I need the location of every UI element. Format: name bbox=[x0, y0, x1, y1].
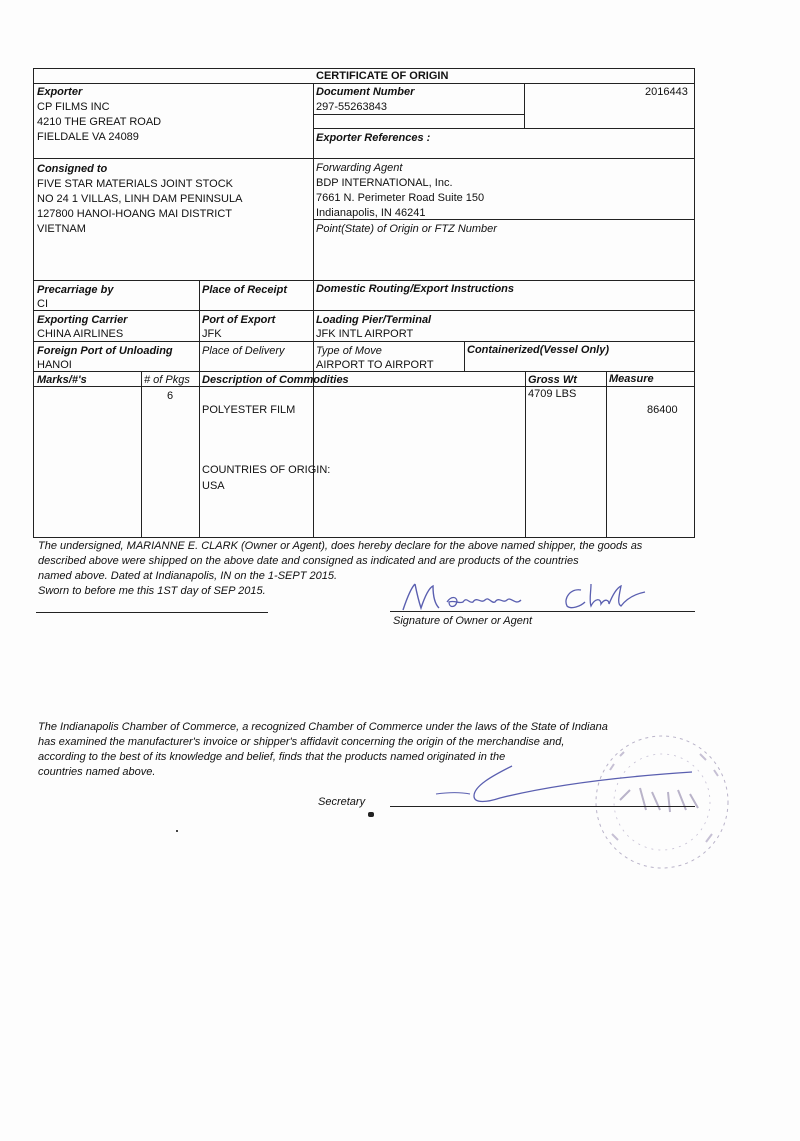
port-of-export-label: Port of Export bbox=[202, 314, 276, 326]
forwarding-agent-line: BDP INTERNATIONAL, Inc. bbox=[316, 177, 453, 189]
divider bbox=[524, 83, 525, 128]
declaration-line: The undersigned, MARIANNE E. CLARK (Owner or Agent), does hereby declare for the above named shipper, the goods as bbox=[38, 540, 643, 552]
measure-header: Measure bbox=[609, 373, 654, 385]
divider bbox=[313, 114, 524, 115]
declaration-line: named above. Dated at Indianapolis, IN on the 1-SEPT 2015. bbox=[38, 570, 338, 582]
divider bbox=[525, 371, 526, 538]
precarriage-value: CI bbox=[37, 298, 48, 310]
consignee-line: VIETNAM bbox=[37, 223, 86, 235]
exporting-carrier-value: CHINA AIRLINES bbox=[37, 328, 124, 340]
divider bbox=[33, 371, 695, 372]
divider bbox=[199, 280, 200, 371]
owner-signature-line bbox=[390, 611, 695, 612]
description-header: Description of Commodities bbox=[202, 374, 349, 386]
owner-signature bbox=[395, 578, 665, 618]
gross-wt-value: 4709 LBS bbox=[528, 388, 577, 400]
divider bbox=[464, 341, 465, 371]
place-of-receipt-label: Place of Receipt bbox=[202, 284, 287, 296]
divider bbox=[313, 128, 695, 129]
point-of-origin-label: Point(State) of Origin or FTZ Number bbox=[316, 223, 497, 235]
type-of-move-label: Type of Move bbox=[316, 345, 382, 357]
notary-signature-line bbox=[36, 612, 268, 613]
domestic-routing-label: Domestic Routing/Export Instructions bbox=[316, 283, 515, 295]
declaration-line: described above were shipped on the above date and consigned as indicated and are products of the countries bbox=[38, 555, 579, 567]
chamber-line: has examined the manufacturer's invoice or shipper's affidavit concerning the origin of the merchandise and, bbox=[38, 736, 565, 748]
divider bbox=[33, 158, 695, 159]
consignee-line: NO 24 1 VILLAS, LINH DAM PENINSULA bbox=[37, 193, 243, 205]
declaration-line: Sworn to before me this 1ST day of SEP 2015. bbox=[38, 585, 266, 597]
secretary-label: Secretary bbox=[318, 796, 366, 808]
divider bbox=[33, 341, 695, 342]
divider bbox=[606, 371, 607, 538]
secretary-signature-line bbox=[390, 806, 695, 807]
consignee-line: FIVE STAR MATERIALS JOINT STOCK bbox=[37, 178, 233, 190]
precarriage-label: Precarriage by bbox=[37, 284, 114, 296]
countries-value: USA bbox=[202, 480, 225, 492]
signature-label: Signature of Owner or Agent bbox=[393, 615, 533, 627]
forwarding-agent-line: 7661 N. Perimeter Road Suite 150 bbox=[316, 192, 485, 204]
divider bbox=[33, 280, 695, 281]
chamber-line: according to the best of its knowledge and belief, finds that the products named originated in the bbox=[38, 751, 506, 763]
containerized-label: Containerized(Vessel Only) bbox=[467, 344, 610, 356]
type-of-move-value: AIRPORT TO AIRPORT bbox=[316, 359, 434, 371]
divider bbox=[33, 386, 695, 387]
divider bbox=[33, 310, 695, 311]
forwarding-agent-label: Forwarding Agent bbox=[316, 162, 403, 174]
chamber-line: The Indianapolis Chamber of Commerce, a recognized Chamber of Commerce under the laws of the State of Indiana bbox=[38, 721, 608, 733]
divider bbox=[199, 371, 200, 538]
countries-label: COUNTRIES OF ORIGIN: bbox=[202, 464, 331, 476]
consignee-line: 127800 HANOI-HOANG MAI DISTRICT bbox=[37, 208, 232, 220]
consignee-label: Consigned to bbox=[37, 163, 108, 175]
pkgs-header: # of Pkgs bbox=[144, 374, 190, 386]
document-number-label: Document Number bbox=[316, 86, 415, 98]
exporter-label: Exporter bbox=[37, 86, 83, 98]
place-of-delivery-label: Place of Delivery bbox=[202, 345, 285, 357]
foreign-port-value: HANOI bbox=[37, 359, 72, 371]
reference-number: 2016443 bbox=[645, 86, 688, 98]
pkgs-value: 6 bbox=[167, 390, 174, 402]
exporter-line: CP FILMS INC bbox=[37, 101, 110, 113]
exporter-line: FIELDALE VA 24089 bbox=[37, 131, 139, 143]
form-title: CERTIFICATE OF ORIGIN bbox=[316, 70, 449, 82]
exporting-carrier-label: Exporting Carrier bbox=[37, 314, 128, 326]
foreign-port-label: Foreign Port of Unloading bbox=[37, 345, 173, 357]
description-value: POLYESTER FILM bbox=[202, 404, 296, 416]
forwarding-agent-line: Indianapolis, IN 46241 bbox=[316, 207, 426, 219]
gross-wt-header: Gross Wt bbox=[528, 374, 577, 386]
port-of-export-value: JFK bbox=[202, 328, 222, 340]
divider bbox=[33, 83, 695, 84]
ink-mark bbox=[368, 812, 374, 817]
secretary-signature bbox=[430, 762, 700, 812]
marks-header: Marks/#'s bbox=[37, 374, 87, 386]
measure-value: 86400 bbox=[647, 404, 678, 416]
loading-pier-label: Loading Pier/Terminal bbox=[316, 314, 432, 326]
divider bbox=[313, 219, 695, 220]
exporter-line: 4210 THE GREAT ROAD bbox=[37, 116, 162, 128]
ink-dot bbox=[176, 830, 178, 832]
divider bbox=[141, 371, 142, 538]
exporter-references-label: Exporter References : bbox=[316, 132, 431, 144]
document-number-value: 297-55263843 bbox=[316, 101, 387, 113]
chamber-line: countries named above. bbox=[38, 766, 156, 778]
loading-pier-value: JFK INTL AIRPORT bbox=[316, 328, 414, 340]
